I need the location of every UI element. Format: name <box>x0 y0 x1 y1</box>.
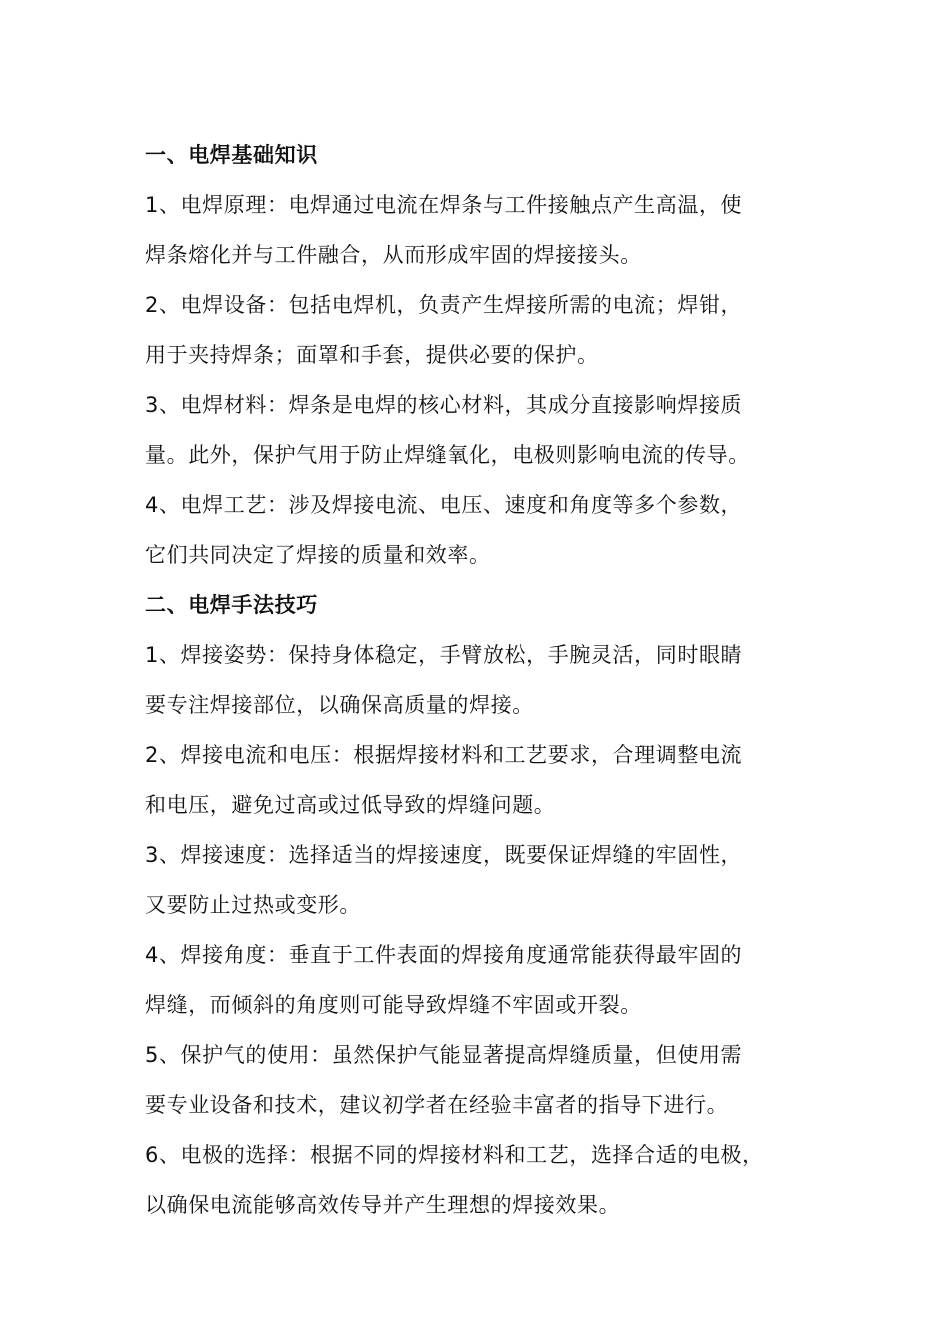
paragraph-line: 焊缝，而倾斜的角度则可能导致焊缝不牢固或开裂。 <box>145 993 642 1017</box>
paragraph-line: 1、电焊原理：电焊通过电流在焊条与工件接触点产生高温，使 <box>145 193 743 217</box>
paragraph-item <box>145 280 835 380</box>
paragraph-item <box>145 1130 835 1230</box>
paragraph-line: 6、电极的选择：根据不同的焊接材料和工艺，选择合适的电极， <box>145 1143 764 1167</box>
paragraph-item <box>145 480 835 580</box>
paragraph-item <box>145 1030 835 1130</box>
paragraph-line: 4、电焊工艺：涉及焊接电流、电压、速度和角度等多个参数， <box>145 493 743 517</box>
paragraph-line: 它们共同决定了焊接的质量和效率。 <box>145 543 491 567</box>
paragraph-line: 和电压，避免过高或过低导致的焊缝问题。 <box>145 793 556 817</box>
paragraph-item <box>145 380 835 480</box>
paragraph-line: 3、电焊材料：焊条是电焊的核心材料，其成分直接影响焊接质 <box>145 393 743 417</box>
paragraph-item <box>145 930 835 1030</box>
paragraph-line: 4、焊接角度：垂直于工件表面的焊接角度通常能获得最牢固的 <box>145 943 743 967</box>
paragraph-line: 焊条熔化并与工件融合，从而形成牢固的焊接接头。 <box>145 243 642 267</box>
paragraph-line: 以确保电流能够高效传导并产生理想的焊接效果。 <box>145 1193 621 1217</box>
paragraph-line: 2、电焊设备：包括电焊机，负责产生焊接所需的电流；焊钳， <box>145 293 743 317</box>
paragraph-item <box>145 730 835 830</box>
paragraph-line: 要专注焊接部位，以确保高质量的焊接。 <box>145 693 534 717</box>
paragraph-line: 又要防止过热或变形。 <box>145 893 361 917</box>
section-heading-basics: 一、电焊基础知识 <box>145 143 318 167</box>
paragraph-line: 用于夹持焊条；面罩和手套，提供必要的保护。 <box>145 343 599 367</box>
paragraph-line: 量。此外，保护气用于防止焊缝氧化，电极则影响电流的传导。 <box>145 443 750 467</box>
section-heading-techniques: 二、电焊手法技巧 <box>145 593 318 617</box>
document-content <box>145 130 835 1230</box>
paragraph-line: 要专业设备和技术，建议初学者在经验丰富者的指导下进行。 <box>145 1093 729 1117</box>
paragraph-line: 3、焊接速度：选择适当的焊接速度，既要保证焊缝的牢固性， <box>145 843 743 867</box>
paragraph-line: 1、焊接姿势：保持身体稳定，手臂放松，手腕灵活，同时眼睛 <box>145 643 743 667</box>
paragraph-item <box>145 180 835 280</box>
paragraph-item <box>145 630 835 730</box>
paragraph-line: 2、焊接电流和电压：根据焊接材料和工艺要求，合理调整电流 <box>145 743 743 767</box>
paragraph-item <box>145 830 835 930</box>
paragraph-line: 5、保护气的使用：虽然保护气能显著提高焊缝质量，但使用需 <box>145 1043 743 1067</box>
